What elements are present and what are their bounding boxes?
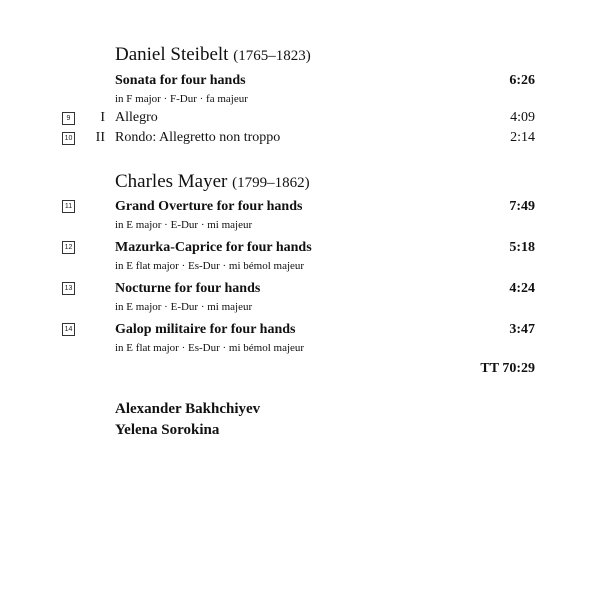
work-duration: 7:49	[509, 199, 535, 214]
work-duration: 5:18	[509, 240, 535, 255]
work-duration: 4:24	[509, 281, 535, 296]
work-key: in E flat major · Es-Dur · mi bémol majeur	[115, 342, 305, 354]
work-title: Galop militaire for four hands	[115, 322, 296, 337]
work-title: Nocturne for four hands	[115, 281, 261, 296]
composer-heading-steibelt	[115, 44, 311, 66]
work-title: Grand Overture for four hands	[115, 199, 303, 214]
work-title: Mazurka-Caprice for four hands	[115, 240, 312, 255]
movement-title: Rondo: Allegretto non troppo	[115, 130, 281, 145]
work-key: in E major · E-Dur · mi majeur	[115, 219, 253, 231]
track-number-box: 13	[62, 282, 75, 295]
composer-dates: (1799–1862)	[232, 175, 310, 191]
performer-name: Alexander Bakhchiyev	[115, 401, 261, 417]
composer-name: Daniel Steibelt	[115, 44, 229, 65]
track-number-box: 10	[62, 132, 75, 145]
composer-heading-mayer	[115, 171, 310, 193]
composer-name: Charles Mayer	[115, 171, 228, 192]
work-key: in E flat major · Es-Dur · mi bémol majeur	[115, 260, 305, 272]
total-time: TT 70:29	[480, 361, 535, 376]
work-duration: 3:47	[509, 322, 535, 337]
movement-duration: 4:09	[510, 110, 535, 125]
composer-dates: (1765–1823)	[233, 48, 311, 64]
work-key: in F major · F-Dur · fa majeur	[115, 93, 248, 105]
movement-numeral: I	[100, 110, 105, 125]
performer-name: Yelena Sorokina	[115, 422, 220, 438]
track-number-box: 14	[62, 323, 75, 336]
work-title: Sonata for four hands	[115, 73, 246, 88]
work-key: in E major · E-Dur · mi majeur	[115, 301, 253, 313]
track-number-box: 11	[62, 200, 75, 213]
work-duration: 6:26	[509, 73, 535, 88]
track-number-box: 12	[62, 241, 75, 254]
movement-numeral: II	[95, 130, 105, 145]
movement-title: Allegro	[115, 110, 158, 125]
track-number-box: 9	[62, 112, 75, 125]
movement-duration: 2:14	[510, 130, 535, 145]
